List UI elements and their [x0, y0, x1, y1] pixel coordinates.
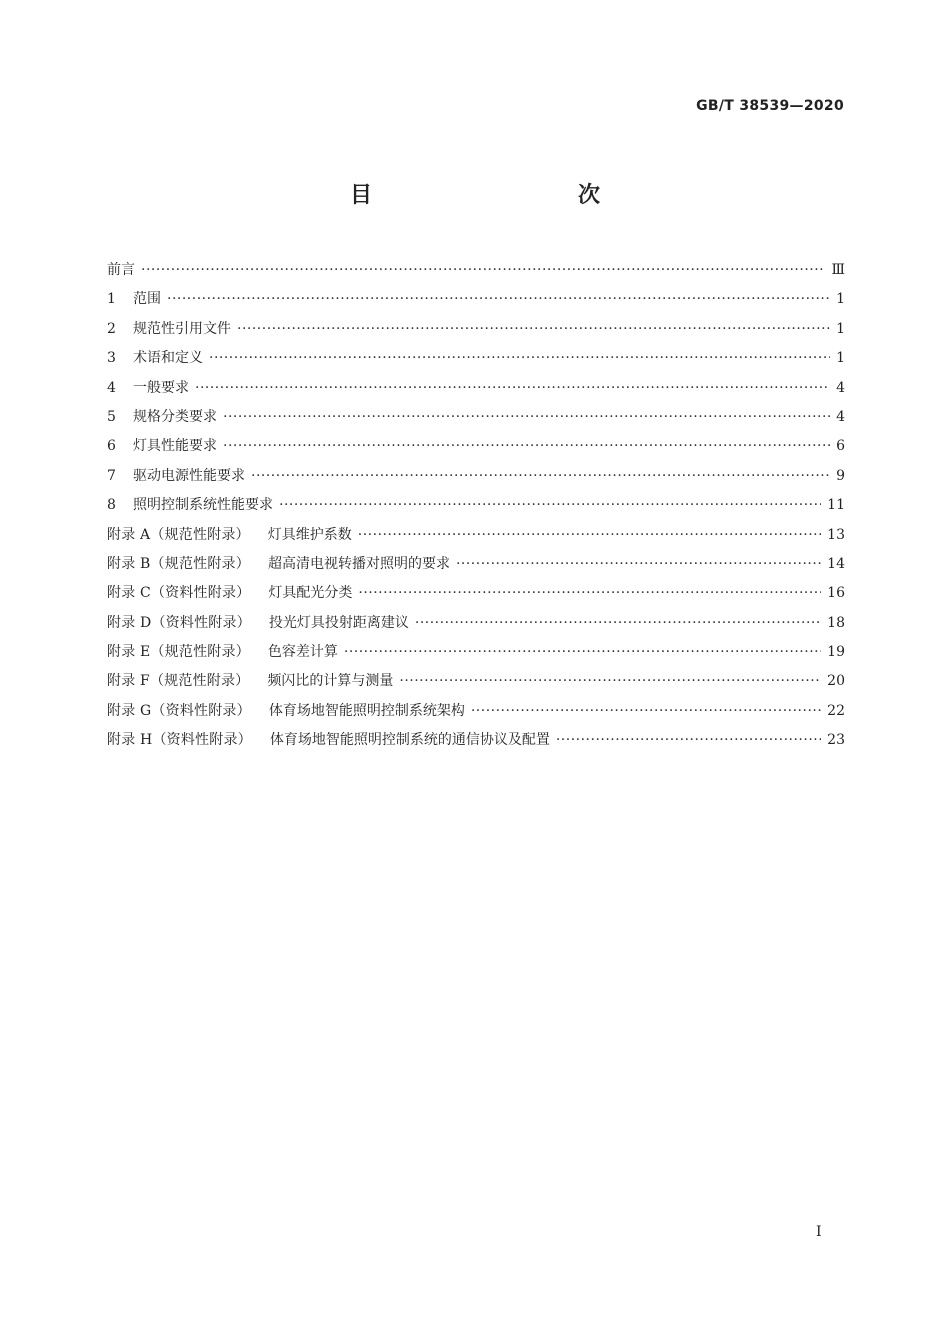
toc-item-label: 范围	[133, 291, 161, 308]
toc-annex-title: 色容差计算	[267, 644, 338, 661]
toc-item-general-requirements[interactable]	[107, 374, 845, 403]
toc-leader-dots	[237, 315, 830, 344]
toc-leader-dots	[358, 579, 821, 608]
toc-item-label: 一般要求	[133, 379, 189, 396]
toc-item-normative-references[interactable]	[107, 315, 845, 344]
toc-leader-dots	[209, 344, 830, 373]
toc-annex-page: 16	[827, 585, 845, 602]
toc-annex-d[interactable]	[107, 609, 845, 638]
toc-annex-label: 附录 H（资料性附录）	[107, 732, 252, 749]
toc-leader-dots	[399, 667, 821, 696]
toc-item-control-system[interactable]	[107, 491, 845, 520]
toc-item-number: 1	[107, 291, 116, 308]
toc-item-label: 规格分类要求	[133, 408, 217, 425]
toc-item-label: 术语和定义	[133, 350, 203, 367]
toc-annex-title: 超高清电视转播对照明的要求	[267, 555, 450, 572]
toc-annex-b[interactable]	[107, 550, 845, 579]
toc-item-number: 8	[107, 497, 116, 514]
toc-leader-dots	[358, 521, 821, 550]
toc-item-scope[interactable]	[107, 285, 845, 314]
toc-item-classification[interactable]	[107, 403, 845, 432]
toc-annex-label: 附录 F（规范性附录）	[107, 673, 250, 690]
toc-annex-label: 附录 E（规范性附录）	[107, 644, 250, 661]
toc-leader-dots	[279, 491, 821, 520]
toc-item-page: 1	[836, 350, 845, 367]
toc-annex-title: 投光灯具投射距离建议	[268, 614, 409, 631]
toc-item-page: 11	[827, 497, 845, 514]
toc-annex-g[interactable]	[107, 697, 845, 726]
toc-item-page: 4	[836, 379, 845, 396]
toc-annex-page: 19	[827, 644, 845, 661]
toc-item-number: 3	[107, 350, 116, 367]
toc-annex-label: 附录 D（资料性附录）	[107, 614, 251, 631]
toc-item-page: Ⅲ	[831, 262, 845, 278]
toc-item-label: 前言	[107, 262, 135, 278]
page-title: 目 次	[349, 183, 654, 208]
toc-annex-page: 23	[827, 732, 845, 749]
toc-item-number: 5	[107, 408, 116, 425]
toc-annex-page: 18	[827, 614, 845, 631]
toc-leader-dots	[141, 256, 825, 285]
page-number: Ⅰ	[816, 1224, 822, 1240]
toc-annex-page: 14	[827, 555, 845, 572]
toc-leader-dots	[223, 432, 830, 461]
toc-annex-label: 附录 A（规范性附录）	[107, 526, 250, 543]
toc-leader-dots	[471, 697, 821, 726]
toc-item-label: 驱动电源性能要求	[133, 467, 245, 484]
toc-leader-dots	[415, 609, 821, 638]
toc-item-number: 7	[107, 467, 116, 484]
toc-item-label: 规范性引用文件	[133, 320, 231, 337]
toc-annex-label: 附录 C（资料性附录）	[107, 585, 251, 602]
toc-item-driver-performance[interactable]	[107, 462, 845, 491]
toc-annex-title: 灯具维护系数	[267, 526, 352, 543]
toc-annex-page: 13	[827, 526, 845, 543]
toc-annex-h[interactable]	[107, 726, 845, 755]
toc-leader-dots	[167, 285, 830, 314]
toc-annex-page: 22	[827, 702, 845, 719]
toc-item-number: 2	[107, 320, 116, 337]
toc-item-foreword[interactable]	[107, 256, 845, 285]
toc-item-page: 6	[836, 438, 845, 455]
toc-item-page: 1	[836, 320, 845, 337]
toc-annex-page: 20	[827, 673, 845, 690]
toc-annex-a[interactable]	[107, 521, 845, 550]
toc-item-page: 1	[836, 291, 845, 308]
toc-leader-dots	[251, 462, 830, 491]
table-of-contents	[107, 256, 845, 756]
toc-annex-title: 体育场地智能照明控制系统的通信协议及配置	[269, 732, 550, 749]
toc-item-page: 9	[836, 467, 845, 484]
toc-leader-dots	[556, 726, 821, 755]
toc-item-luminaire-performance[interactable]	[107, 432, 845, 461]
toc-annex-title: 体育场地智能照明控制系统架构	[268, 702, 465, 719]
toc-annex-label: 附录 G（资料性附录）	[107, 702, 251, 719]
toc-annex-c[interactable]	[107, 579, 845, 608]
toc-item-terms[interactable]	[107, 344, 845, 373]
toc-item-label: 照明控制系统性能要求	[133, 497, 273, 514]
toc-annex-label: 附录 B（规范性附录）	[107, 555, 250, 572]
toc-leader-dots	[223, 403, 830, 432]
toc-annex-e[interactable]	[107, 638, 845, 667]
toc-annex-title: 灯具配光分类	[268, 585, 353, 602]
toc-item-label: 灯具性能要求	[133, 438, 217, 455]
toc-leader-dots	[456, 550, 821, 579]
toc-annex-f[interactable]	[107, 667, 845, 696]
standard-code: GB/T 38539—2020	[696, 98, 844, 114]
toc-item-number: 6	[107, 438, 116, 455]
toc-item-page: 4	[836, 408, 845, 425]
toc-leader-dots	[344, 638, 821, 667]
toc-item-number: 4	[107, 379, 116, 396]
toc-leader-dots	[195, 374, 830, 403]
toc-annex-title: 频闪比的计算与测量	[267, 673, 394, 690]
